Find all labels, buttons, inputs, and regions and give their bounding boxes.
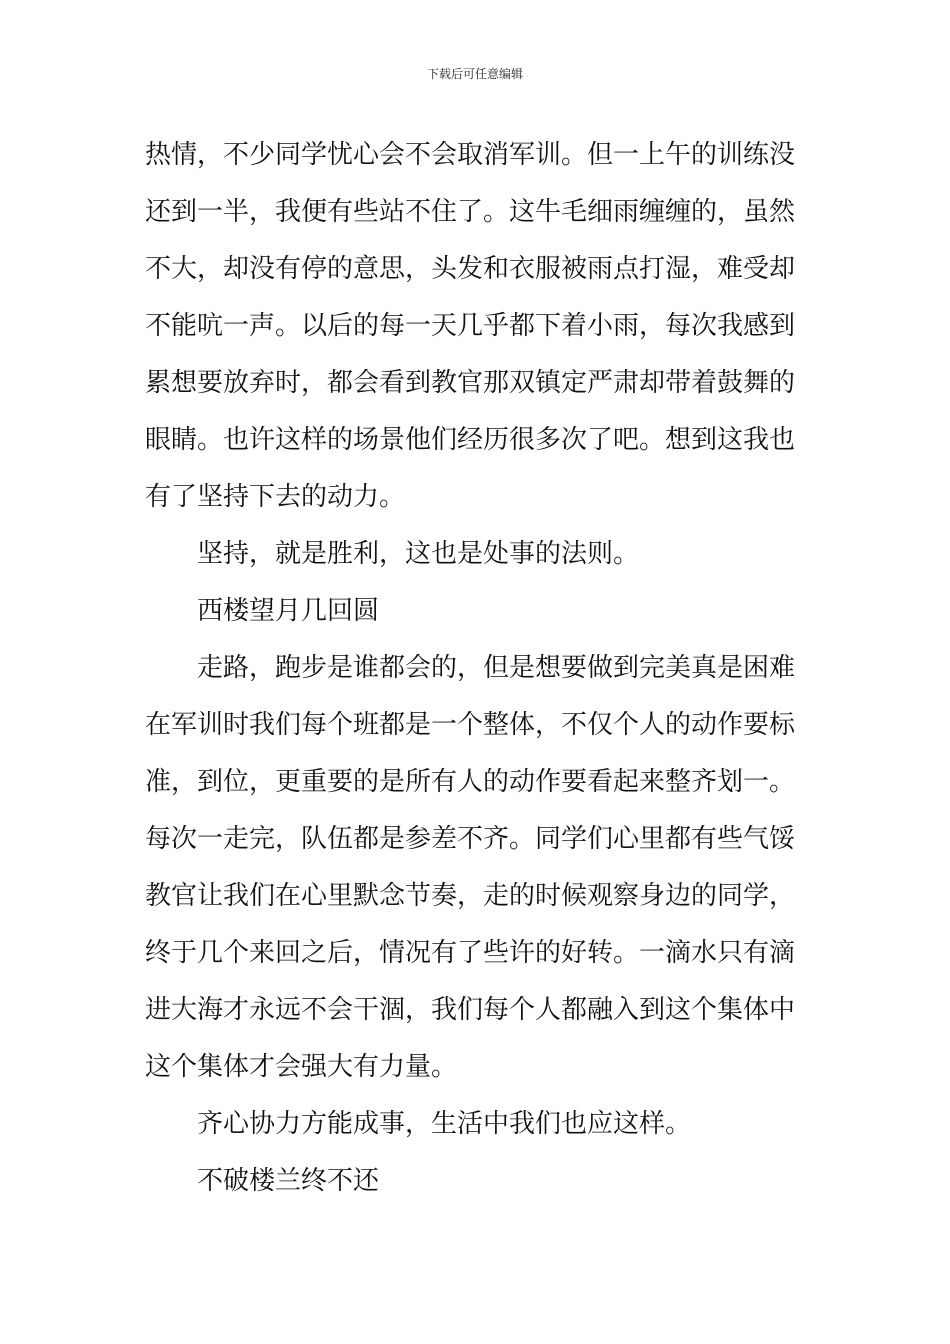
paragraph-line: 走路，跑步是谁都会的，但是想要做到完美真是困难: [197, 653, 796, 683]
text-line: 有了坚持下去的动力。: [145, 482, 406, 512]
text-line: 眼睛。也许这样的场景他们经历很多次了吧。想到这我也: [145, 425, 796, 455]
document-body: [145, 127, 810, 1210]
text-line: 准，到位，更重要的是所有人的动作要看起来整齐划一。: [145, 767, 796, 797]
text-line: 累想要放弃时，都会看到教官那双镇定严肃却带着鼓舞的: [145, 368, 796, 398]
paragraph-line: 齐心协力方能成事，生活中我们也应这样。: [197, 1109, 692, 1139]
section-heading: 西楼望月几回圆: [197, 596, 380, 626]
text-line: 在军训时我们每个班都是一个整体，不仅个人的动作要标: [145, 710, 796, 740]
section-heading: 不破楼兰终不还: [197, 1166, 380, 1196]
text-line: 热情，不少同学忧心会不会取消军训。但一上午的训练没: [145, 140, 796, 170]
text-line: 终于几个来回之后，情况有了些许的好转。一滴水只有滴: [145, 938, 796, 968]
text-line: 每次一走完，队伍都是参差不齐。同学们心里都有些气馁: [145, 824, 796, 854]
text-line: 还到一半，我便有些站不住了。这牛毛细雨缠缠的，虽然: [145, 197, 796, 227]
paragraph-line: 坚持，就是胜利，这也是处事的法则。: [197, 539, 640, 569]
text-line: 进大海才永远不会干涸，我们每个人都融入到这个集体中: [145, 995, 796, 1025]
text-line: 不大，却没有停的意思，头发和衣服被雨点打湿，难受却: [145, 254, 796, 284]
text-line: 教官让我们在心里默念节奏，走的时候观察身边的同学，: [145, 881, 796, 911]
text-line: 不能吭一声。以后的每一天几乎都下着小雨，每次我感到: [145, 311, 796, 341]
page-header: 下载后可任意编辑: [426, 67, 523, 81]
text-line: 这个集体才会强大有力量。: [145, 1052, 458, 1082]
